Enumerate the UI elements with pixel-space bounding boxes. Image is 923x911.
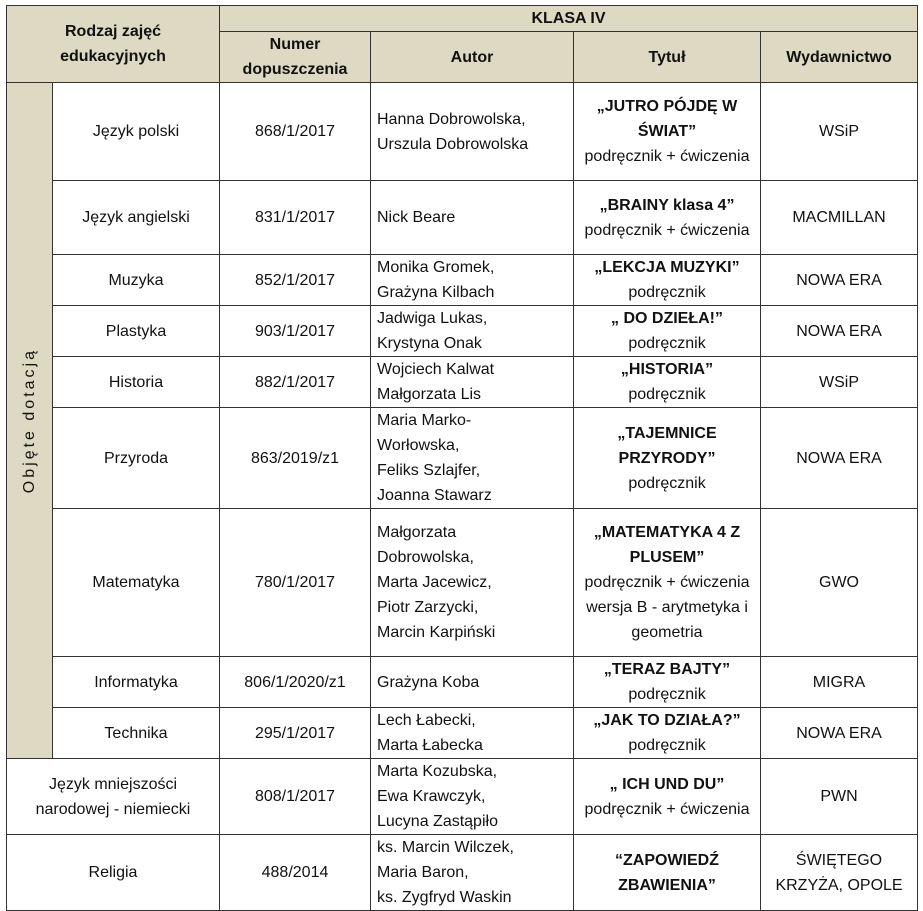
title-cell: [574, 509, 761, 657]
author-cell: [371, 181, 574, 255]
author-name: Małgorzata Lis: [377, 386, 482, 403]
author-name: ks. Zygfryd Waskin: [377, 889, 512, 906]
author-name: Maria Marko-: [377, 412, 472, 429]
author-cell: [371, 509, 574, 657]
subject-cell: Matematyka: [53, 509, 220, 657]
book-title: „TAJEMNICE PRZYRODY”: [617, 424, 717, 467]
title-cell: [574, 759, 761, 835]
book-title: „HISTORIA”: [620, 361, 714, 378]
title-cell: [574, 408, 761, 509]
book-title: „ ICH UND DU”: [609, 775, 725, 793]
title-cell: [574, 181, 761, 255]
book-title: “ZAPOWIEDŹ ZBAWIENIA”: [615, 851, 719, 894]
author-name: Dobrowolska,: [377, 549, 474, 566]
publisher-cell: ŚWIĘTEGO KRZYŻA, OPOLE: [761, 835, 918, 911]
textbook-table: [6, 5, 918, 911]
number-cell: 488/2014: [220, 835, 371, 911]
author-cell: [371, 657, 574, 708]
side-label: Objęte dotacją: [21, 347, 38, 494]
number-cell: 808/1/2017: [220, 759, 371, 835]
table-body: [7, 83, 918, 911]
publisher-cell: MIGRA: [761, 657, 918, 708]
subject-cell: Informatyka: [53, 657, 220, 708]
table-row: [7, 759, 918, 835]
table-row: [7, 306, 918, 357]
author-cell: [371, 759, 574, 835]
author-name: Małgorzata: [377, 524, 457, 541]
number-cell: 780/1/2017: [220, 509, 371, 657]
publisher-cell: WSiP: [761, 357, 918, 408]
header-klasa: KLASA IV: [220, 6, 918, 32]
author-name: ks. Marcin Wilczek,: [377, 839, 514, 856]
header-autor: Autor: [371, 32, 574, 83]
number-cell: 295/1/2017: [220, 708, 371, 759]
header-numer: Numer dopuszczenia: [220, 32, 371, 83]
number-cell: 806/1/2020/z1: [220, 657, 371, 708]
author-name: Grażyna Kilbach: [377, 284, 495, 301]
number-cell: 852/1/2017: [220, 255, 371, 306]
title-cell: [574, 357, 761, 408]
publisher-cell: NOWA ERA: [761, 306, 918, 357]
book-note: podręcznik: [628, 737, 706, 754]
book-note: podręcznik + ćwiczenia: [584, 800, 750, 818]
author-cell: [371, 835, 574, 911]
publisher-cell: NOWA ERA: [761, 408, 918, 509]
book-note: podręcznik + ćwiczenia: [584, 221, 750, 239]
table-row: [7, 357, 918, 408]
author-name: Worłowska,: [377, 437, 460, 454]
title-cell: [574, 835, 761, 911]
publisher-cell: PWN: [761, 759, 918, 835]
table-row: [7, 255, 918, 306]
title-cell: [574, 708, 761, 759]
author-name: Feliks Szlajfer,: [377, 462, 481, 479]
author-cell: [371, 708, 574, 759]
publisher-cell: NOWA ERA: [761, 708, 918, 759]
table-row: [7, 408, 918, 509]
author-name: Monika Gromek,: [377, 259, 495, 276]
side-label-cell: [7, 83, 53, 759]
author-name: Lech Łabecki,: [377, 712, 476, 729]
author-cell: [371, 357, 574, 408]
subject-cell: Przyroda: [53, 408, 220, 509]
number-cell: 903/1/2017: [220, 306, 371, 357]
subject-cell: Plastyka: [53, 306, 220, 357]
book-note: podręcznik + ćwiczenia: [584, 148, 750, 165]
number-cell: 831/1/2017: [220, 181, 371, 255]
book-note: podręcznik + ćwiczenia wersja B - arytmetyka i geometria: [584, 574, 750, 641]
author-name: Grażyna Koba: [377, 673, 480, 691]
author-name: Lucyna Zastąpiło: [377, 813, 498, 830]
book-title: „JUTRO PÓJDĘ W ŚWIAT”: [596, 98, 738, 140]
number-cell: 882/1/2017: [220, 357, 371, 408]
publisher-cell: NOWA ERA: [761, 255, 918, 306]
author-name: Jadwiga Lukas,: [377, 310, 488, 327]
title-cell: [574, 255, 761, 306]
author-name: Marta Kozubska,: [377, 763, 498, 780]
title-cell: [574, 83, 761, 181]
publisher-cell: WSiP: [761, 83, 918, 181]
author-name: Joanna Stawarz: [377, 487, 492, 504]
header-wydawnictwo: Wydawnictwo: [761, 32, 918, 83]
author-name: Marta Jacewicz,: [377, 574, 492, 591]
book-note: podręcznik: [628, 386, 706, 403]
author-cell: [371, 306, 574, 357]
publisher-cell: GWO: [761, 509, 918, 657]
subject-cell: Muzyka: [53, 255, 220, 306]
table-row: [7, 708, 918, 759]
book-note: podręcznik: [628, 284, 706, 301]
number-cell: 863/2019/z1: [220, 408, 371, 509]
book-title: „ DO DZIEŁA!”: [611, 310, 723, 327]
book-title: „TERAZ BAJTY”: [603, 661, 731, 678]
title-cell: [574, 306, 761, 357]
subject-cell: Język angielski: [53, 181, 220, 255]
book-title: „LEKCJA MUZYKI”: [594, 259, 740, 276]
author-name: Marta Łabecka: [377, 737, 483, 754]
book-title: „MATEMATYKA 4 Z PLUSEM”: [593, 524, 741, 566]
table-row: [7, 181, 918, 255]
author-name: Ewa Krawczyk,: [377, 788, 486, 805]
author-name: Hanna Dobrowolska,: [377, 110, 526, 128]
author-cell: [371, 255, 574, 306]
book-note: podręcznik: [628, 335, 706, 352]
book-title: „BRAINY klasa 4”: [599, 196, 735, 214]
author-name: Nick Beare: [377, 209, 456, 226]
author-name: Krystyna Onak: [377, 335, 482, 352]
publisher-cell: MACMILLAN: [761, 181, 918, 255]
book-note: podręcznik: [628, 474, 706, 492]
table-row: [7, 835, 918, 911]
subject-cell: Religia: [7, 835, 220, 911]
number-cell: 868/1/2017: [220, 83, 371, 181]
author-cell: [371, 83, 574, 181]
author-name: Piotr Zarzycki,: [377, 599, 479, 616]
author-name: Marcin Karpiński: [377, 624, 496, 641]
subject-cell: Język mniejszości narodowej - niemiecki: [7, 759, 220, 835]
author-name: Urszula Dobrowolska: [377, 135, 529, 153]
title-cell: [574, 657, 761, 708]
table-row: [7, 509, 918, 657]
subject-cell: Historia: [53, 357, 220, 408]
book-note: podręcznik: [628, 686, 706, 703]
author-name: Maria Baron,: [377, 864, 469, 881]
header-rodzaj: Rodzaj zajęć edukacyjnych: [7, 6, 220, 83]
book-title: „JAK TO DZIAŁA?”: [593, 712, 741, 729]
author-cell: [371, 408, 574, 509]
table-row: [7, 83, 918, 181]
header-tytul: Tytuł: [574, 32, 761, 83]
subject-cell: Język polski: [53, 83, 220, 181]
subject-cell: Technika: [53, 708, 220, 759]
table-row: [7, 657, 918, 708]
author-name: Wojciech Kalwat: [377, 361, 495, 378]
